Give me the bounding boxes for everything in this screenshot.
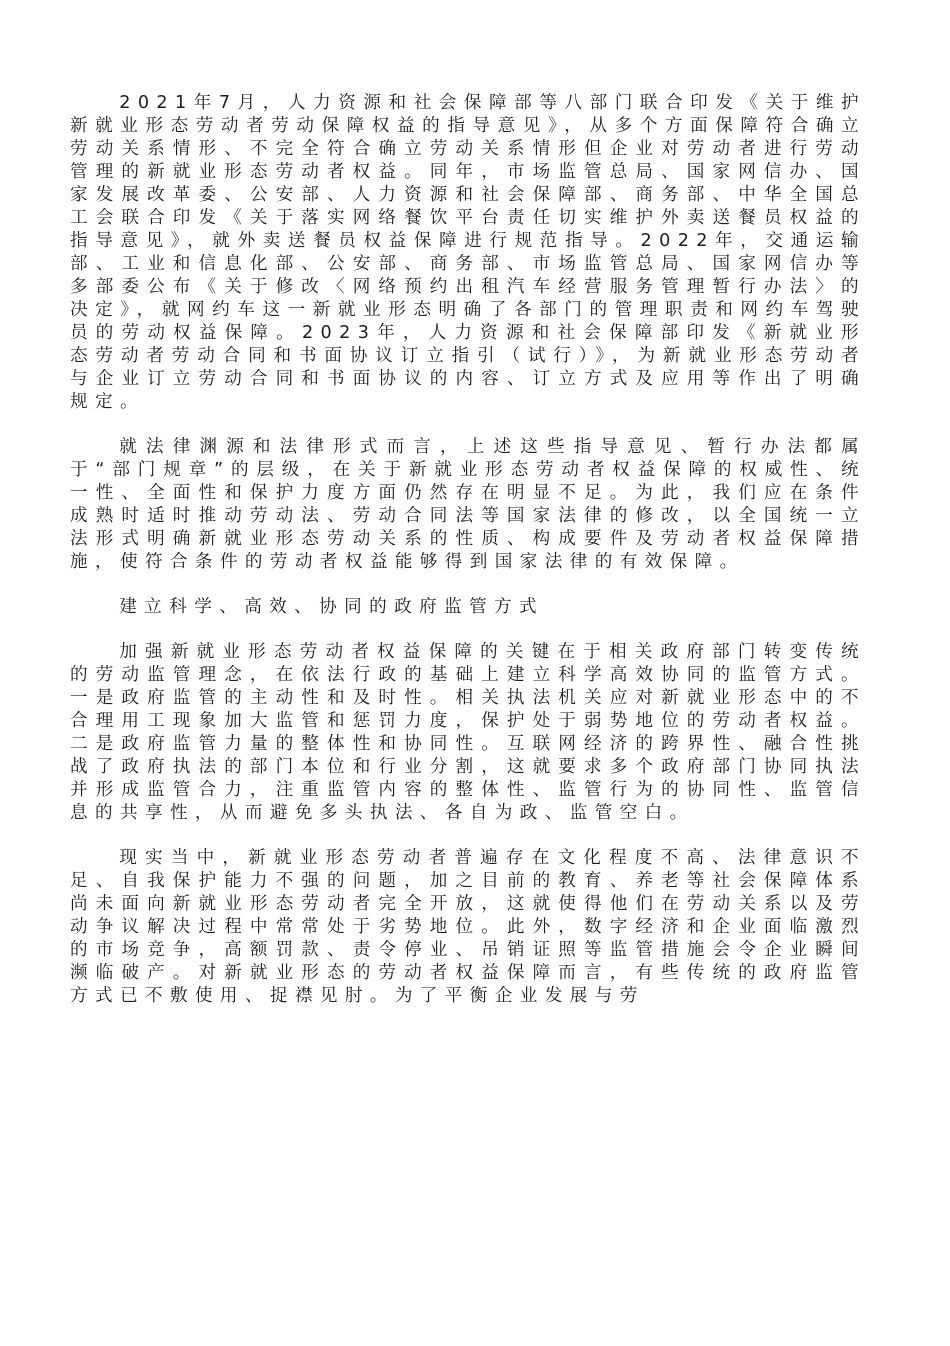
section-heading: 建立科学、高效、协同的政府监管方式: [119, 597, 545, 617]
paragraph-legal-form: 就法律渊源和法律形式而言，上述这些指导意见、暂行办法都属于“部门规章”的层级，在关于新就业形态劳动者权益保障的权威性、统一性、全面性和保护力度方面仍然存在明显不足。为此，我们应在条件成熟时适时推动劳动法、劳动合同法等国家法律的修改，以全国统一立法形式明确新就业形态劳动关系的性质、构成要件及劳动者权益保障措施，使符合条件的劳动者权益能够得到国家法律的有效保障。: [70, 437, 866, 572]
paragraph-government-supervision: 加强新就业形态劳动者权益保障的关键在于相关政府部门转变传统的劳动监管理念，在依法行政的基础上建立科学高效协同的监管方式。一是政府监管的主动性和及时性。相关执法机关应对新就业形态中的不合理用工现象加大监管和惩罚力度，保护处于弱势地位的劳动者权益。二是政府监管力量的整体性和协同性。互联网经济的跨界性、融合性挑战了政府执法的部门本位和行业分割，这就要求多个政府部门协同执法并形成监管合力，注重监管内容的整体性、监管行为的协同性、监管信息的共享性，从而避免多头执法、各自为政、监管空白。: [70, 642, 866, 823]
paragraph-current-situation: 现实当中，新就业形态劳动者普遍存在文化程度不高、法律意识不足、自我保护能力不强的问题，加之目前的教育、养老等社会保障体系尚未面向新就业形态劳动者完全开放，这就使得他们在劳动关系以及劳动争议解决过程中常常处于劣势地位。此外，数字经济和企业面临激烈的市场竞争，高额罚款、责令停业、吊销证照等监管措施会令企业瞬间濒临破产。对新就业形态的劳动者权益保障而言，有些传统的政府监管方式已不敷使用、捉襟见肘。为了平衡企业发展与劳: [70, 848, 866, 1006]
paragraph-policy-history: 2021年7月，人力资源和社会保障部等八部门联合印发《关于维护新就业形态劳动者劳动保障权益的指导意见》，从多个方面保障符合确立劳动关系情形、不完全符合确立劳动关系情形但企业对劳动者进行劳动管理的新就业形态劳动者权益。同年，市场监管总局、国家网信办、国家发展改革委、公安部、人力资源和社会保障部、商务部、中华全国总工会联合印发《关于落实网络餐饮平台责任切实维护外卖送餐员权益的指导意见》，就外卖送餐员权益保障进行规范指导。2022年，交通运输部、工业和信息化部、公安部、商务部、市场监管总局、国家网信办等多部委公布《关于修改〈网络预约出租汽车经营服务管理暂行办法〉的决定》，就网约车这一新就业形态明确了各部门的管理职责和网约车驾驶员的劳动权益保障。2023年，人力资源和社会保障部印发《新就业形态劳动者劳动合同和书面协议订立指引（试行）》，为新就业形态劳动者与企业订立劳动合同和书面协议的内容、订立方式及应用等作出了明确规定。: [70, 93, 866, 412]
document-body: [70, 92, 866, 1030]
